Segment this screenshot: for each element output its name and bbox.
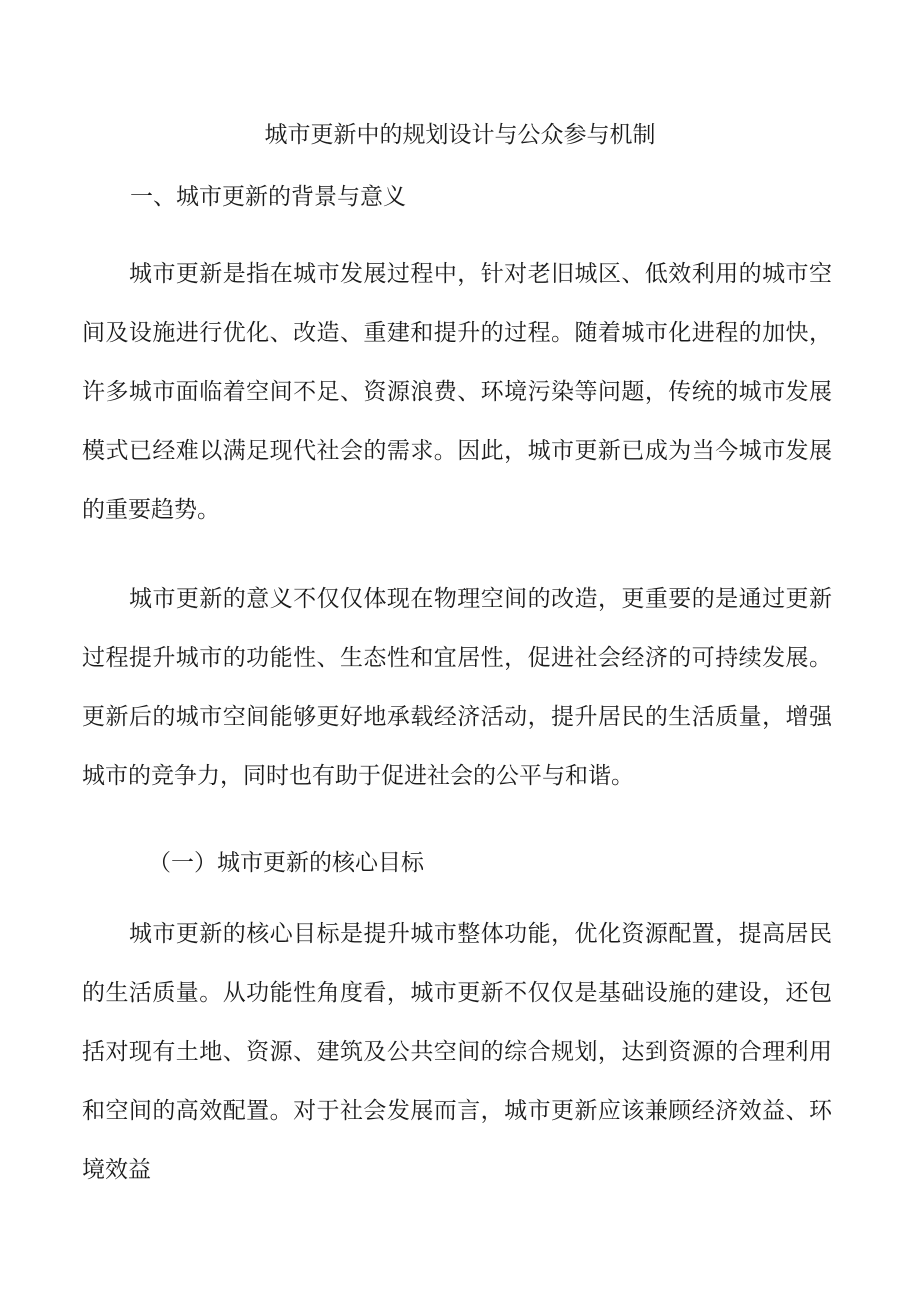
paragraph-core-goals: 城市更新的核心目标是提升城市整体功能，优化资源配置，提高居民的生活质量。从功能性角度看，城市更新不仅仅是基础设施的建设，还包括对现有土地、资源、建筑及公共空间的综合规划，达到资源的合理利用和空间的高效配置。对于社会发展而言，城市更新应该兼顾经济效益、环境效益: [82, 921, 832, 1183]
paragraph-significance: 城市更新的意义不仅仅体现在物理空间的改造，更重要的是通过更新过程提升城市的功能性、生态性和宜居性，促进社会经济的可持续发展。更新后的城市空间能够更好地承载经济活动，提升居民的生活质量，增强城市的竞争力，同时也有助于促进社会的公平与和谐。: [82, 586, 832, 789]
paragraph-definition: 城市更新是指在城市发展过程中，针对老旧城区、低效利用的城市空间及设施进行优化、改造、重建和提升的过程。随着城市化进程的加快，许多城市面临着空间不足、资源浪费、环境污染等问题，传统的城市发展模式已经难以满足现代社会的需求。因此，城市更新已成为当今城市发展的重要趋势。: [82, 261, 832, 523]
section-heading-background: 一、城市更新的背景与意义: [130, 184, 406, 210]
document-title: 城市更新中的规划设计与公众参与机制: [264, 122, 656, 148]
subsection-heading-core-goals: （一）城市更新的核心目标: [148, 850, 424, 876]
